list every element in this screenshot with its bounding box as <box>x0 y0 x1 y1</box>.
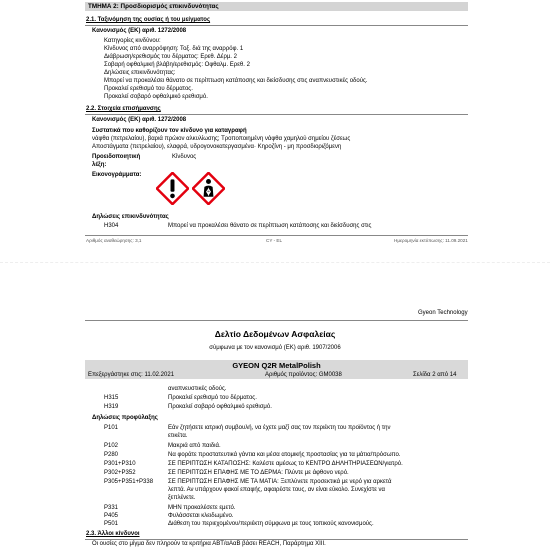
product-name: GYEON Q2R MetalPolish <box>232 361 321 370</box>
signal-word-label-2: λέξη: <box>92 162 107 168</box>
p-code: P102 <box>104 443 119 449</box>
h-code: H319 <box>104 404 119 410</box>
p-text: Μακριά από παιδιά. <box>168 443 221 449</box>
signal-word-label: Προειδοποιητική <box>92 154 141 160</box>
precautionary-title: Δηλώσεις προφύλαξης <box>92 415 158 421</box>
pictograms-label: Εικονογράμματα: <box>92 172 142 178</box>
document-title: Δελτίο Δεδομένων Ασφαλείας <box>214 329 336 339</box>
page-separator <box>0 262 550 263</box>
p-code: P305+P351+P338 <box>104 479 154 485</box>
ghs-exclamation-pictogram-icon <box>156 172 189 205</box>
classification-line: Κίνδυνος από αναρρόφηση: Τοξ. διά της αναρρόφ. 1 <box>104 46 244 52</box>
p-code: P405 <box>104 513 119 519</box>
p-text: ΣΕ ΠΕΡΙΠΤΩΣΗ ΚΑΤΑΠΟΣΗΣ: Καλέστε αμέσως το ΚΕΝΤΡΟ ΔΗΛΗΤΗΡΙΑΣΕΩΝ/γιατρό. <box>168 461 403 467</box>
p-text: Φυλάσσεται κλειδωμένο. <box>168 513 234 519</box>
p-code: P501 <box>104 521 119 527</box>
product-info-bar <box>85 360 468 379</box>
regulation-label: Κανονισμός (ΕΚ) αριθ. 1272/2008 <box>92 28 187 34</box>
classification-line: Σοβαρή οφθαλμική βλάβη/ερεθισμός: Οφθαλμ. Ερεθ. 2 <box>104 62 250 68</box>
p-code: P101 <box>104 425 119 431</box>
divider <box>85 25 468 26</box>
product-number: Αριθμός προϊόντος: GM0038 <box>265 372 342 378</box>
header-divider <box>85 320 468 321</box>
p-text: Εάν ζητήσετε ιατρική συμβουλή, να έχετε μαζί σας τον περιέκτη του προϊόντος ή την <box>168 425 391 431</box>
classification-line: Μπορεί να προκαλέσει θάνατο σε περίπτωση κατάποσης και διείσδυσης στις αναπνευστικές οδούς. <box>104 78 368 84</box>
subsection-2-1-title: 2.1. Ταξινόμηση της ουσίας ή του μείγματος <box>86 17 211 23</box>
p-text: ΣΕ ΠΕΡΙΠΤΩΣΗ ΕΠΑΦΗΣ ΜΕ ΤΟ ΔΕΡΜΑ: Πλύντε με άφθονο νερό. <box>168 470 349 476</box>
classification-line: Κατηγορίες κινδύνου: <box>104 38 161 44</box>
p-code: P331 <box>104 505 119 511</box>
footer-country: CY - EL <box>266 238 282 243</box>
classification-line: Προκαλεί σοβαρό οφθαλμικό ερεθισμό. <box>104 94 208 100</box>
hazard-statements-title: Δηλώσεις επικινδυνότητας <box>92 214 169 220</box>
hazard-code: H304 <box>104 223 119 229</box>
component-line: Αποστάγματα (πετρελαίου), ελαφρά, υδρογονοκατεργασμένα· Κηροζίνη - μη προσδιοριζόμενη <box>92 144 342 150</box>
page-number: Σελίδα 2 από 14 <box>413 372 457 378</box>
p-text: Διάθεση του περιεχομένου/περιέκτη σύμφωνα με τους τοπικούς κανονισμούς. <box>168 521 374 527</box>
divider <box>85 539 468 540</box>
footer-divider <box>85 235 468 236</box>
divider <box>85 114 468 115</box>
revision-date: Επεξεργάστηκε στις: 11.02.2021 <box>88 372 175 378</box>
footer-print-date: Ημερομηνία εκτύπωσης: 11.09.2021 <box>394 238 468 243</box>
p-text: ΣΕ ΠΕΡΙΠΤΩΣΗ ΕΠΑΦΗΣ ΜΕ ΤΑ ΜΑΤΙΑ: Ξεπλύνετε προσεκτικά με νερό για αρκετά <box>168 479 392 485</box>
p-text: Να φοράτε προστατευτικά γάντια και μέσα ατομικής προστασίας για τα μάτια/πρόσωπο. <box>168 452 401 458</box>
classification-line: Διάβρωση/ερεθισμός του δέρματος: Ερεθ. Δέρμ. 2 <box>104 54 237 60</box>
continuation-text: αναπνευστικές οδούς. <box>168 386 227 392</box>
regulation-label: Κανονισμός (ΕΚ) αριθ. 1272/2008 <box>92 117 187 123</box>
classification-line: Προκαλεί ερεθισμό του δέρματος. <box>104 86 193 92</box>
h-text: Προκαλεί ερεθισμό του δέρματος. <box>168 395 257 401</box>
subsection-2-2-title: 2.2. Στοιχεία επισήμανσης <box>86 106 161 112</box>
p-code: P302+P352 <box>104 470 136 476</box>
subsection-2-3-title: 2.3. Άλλοι κίνδυνοι <box>86 531 140 537</box>
p-code: P280 <box>104 452 119 458</box>
p-text: ΜΗΝ προκαλέσετε εμετό. <box>168 505 236 511</box>
ghs-health-hazard-pictogram-icon <box>192 172 225 205</box>
p-text: ξεπλένετε. <box>168 495 196 501</box>
signal-word-value: Κίνδυνος <box>172 154 197 160</box>
section-2-header: ΤΜΗΜΑ 2: Προσδιορισμός επικινδυνότητας <box>85 2 468 11</box>
components-title: Συστατικά που καθορίζουν τον κίνδυνο για καταγραφή <box>92 128 247 134</box>
company-name: Gyeon Technology <box>418 310 468 316</box>
document-subtitle: σύμφωνα με τον κανονισμό (ΕΚ) αριθ. 1907/2006 <box>209 345 341 351</box>
p-text: λεπτά. Αν υπάρχουν φακοί επαφής, αφαιρέστε τους, αν είναι εύκολο. Συνεχίστε να <box>168 487 386 493</box>
p-code: P301+P310 <box>104 461 136 467</box>
classification-line: Δηλώσεις επικινδυνότητας: <box>104 70 176 76</box>
h-text: Προκαλεί σοβαρό οφθαλμικό ερεθισμό. <box>168 404 272 410</box>
component-line: νάφθα (πετρελαίου), βαριά πρώιον αλκυλίωσης; Τροποποιημένη νάφθα χαμηλού σημείου ζέσεως <box>92 136 351 142</box>
hazard-text: Μπορεί να προκαλέσει θάνατο σε περίπτωση κατάποσης και διείσδυσης στις <box>168 223 372 229</box>
footer-revision: Αριθμός αναθεώρησης: 3,1 <box>86 238 142 243</box>
h-code: H315 <box>104 395 119 401</box>
other-hazards-text: Οι ουσίες στο μίγμα δεν πληρούν τα κριτήρια ΑΒΤ/αΑαΒ βάσει REACH, Παράρτημα XIII. <box>92 541 326 547</box>
p-text: ετικέτα. <box>168 433 188 439</box>
